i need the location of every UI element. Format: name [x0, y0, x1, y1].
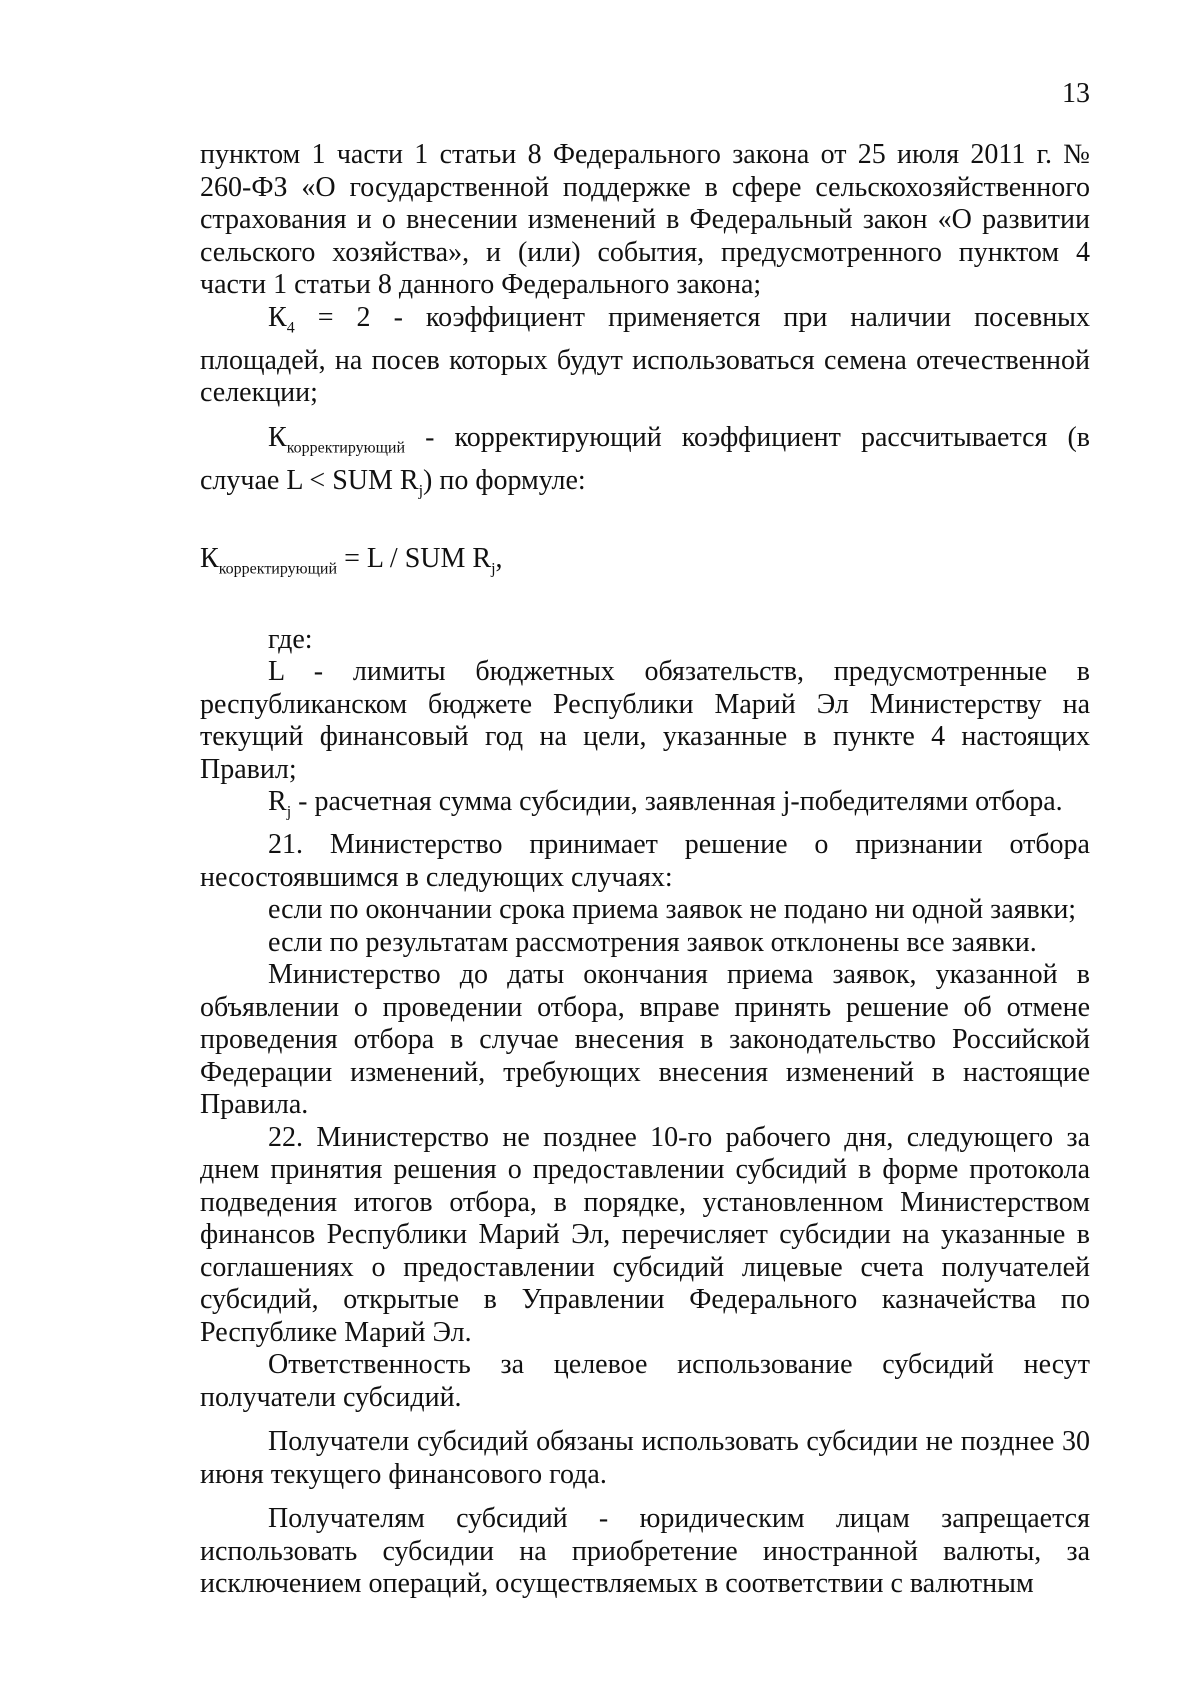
paragraph-cancellation: Министерство до даты окончания приема заявок, указанной в объявлении о проведении отбора, вправе принять решение об отмене проведения отбора в случае внесения в законодательство Российской Федерации изменений, требующих внесения изменений в настоящие Правила. [200, 959, 1090, 1121]
paragraph-22: 22. Министерство не позднее 10-го рабочего дня, следующего за днем принятия решения о предоставлении субсидий в форме протокола подведения итогов отбора, в порядке, установленном Министерством финансов Республики Марий Эл, перечисляет субсидии на указанные в соглашениях о предоставлении субсидий лицевые счета получателей субсидий, открытые в Управлении Федерального казначейства по Республике Марий Эл. [200, 1121, 1090, 1348]
rj-symbol: R [268, 786, 287, 818]
rj-subscript: j [286, 803, 292, 821]
paragraph-case-no-applications: если по окончании срока приема заявок не подано ни одной заявки; [268, 894, 1077, 926]
page-number: 13 [1062, 78, 1090, 109]
formula-end: , [495, 542, 503, 574]
formula-lhs-symbol: К [200, 542, 219, 574]
paragraph-case-all-rejected: если по результатам рассмотрения заявок отклонены все заявки. [268, 926, 1037, 958]
paragraph-law-reference: пунктом 1 части 1 статьи 8 Федерального закона от 25 июля 2011 г. № 260-ФЗ «О государственной поддержке в сфере сельскохозяйственного страхования и о внесении изменений в Федеральный закон «О развитии сельского хозяйства», и (или) события, предусмотренного пунктом 4 части 1 статьи 8 данного Федерального закона; [200, 139, 1090, 300]
paragraph-l-definition: L - лимиты бюджетных обязательств, предусмотренные в республиканском бюджете Республики Марий Эл Министерству на текущий финансовый год на цели, указанные в пункте 4 настоящих Правил; [200, 656, 1090, 785]
formula-kcorr [200, 543, 1090, 586]
rj-text: - расчетная сумма субсидии, заявленная j-победителями отбора. [291, 786, 1063, 818]
paragraph-21: 21. Министерство принимает решение о признании отбора несостоявшимся в следующих случаях: [200, 829, 1090, 893]
kcorr-text: - корректирующий коэффициент рассчитывается (в случае L < SUM R [200, 421, 1090, 496]
paragraph-kcorr [200, 422, 1090, 508]
formula-j: j [491, 560, 496, 578]
kcorr-text-end: ) по формуле: [423, 464, 586, 496]
where-label: где: [268, 623, 313, 655]
kcorr-j: j [418, 482, 424, 500]
kcorr-subscript: корректирующий [286, 439, 406, 457]
k4-symbol: К [268, 301, 287, 333]
kcorr-symbol: К [268, 421, 287, 453]
paragraph-k4 [200, 302, 1090, 410]
document-body [200, 139, 1090, 1601]
paragraph-rj-definition [200, 786, 1090, 829]
k4-text: = 2 - коэффициент применяется при наличии посевных площадей, на посев которых будут использоваться семена отечественной селекции; [200, 301, 1090, 409]
formula-lhs-subscript: корректирующий [218, 560, 338, 578]
paragraph-deadline: Получатели субсидий обязаны использовать субсидии не позднее 30 июня текущего финансового года. [200, 1426, 1090, 1490]
k4-subscript: 4 [286, 319, 295, 337]
formula-rhs: = L / SUM R [337, 542, 492, 574]
paragraph-responsibility: Ответственность за целевое использование субсидий несут получатели субсидий. [200, 1349, 1090, 1413]
paragraph-prohibition: Получателям субсидий - юридическим лицам запрещается использовать субсидии на приобретение иностранной валюты, за исключением операций, осуществляемых в соответствии с валютным [200, 1503, 1090, 1600]
